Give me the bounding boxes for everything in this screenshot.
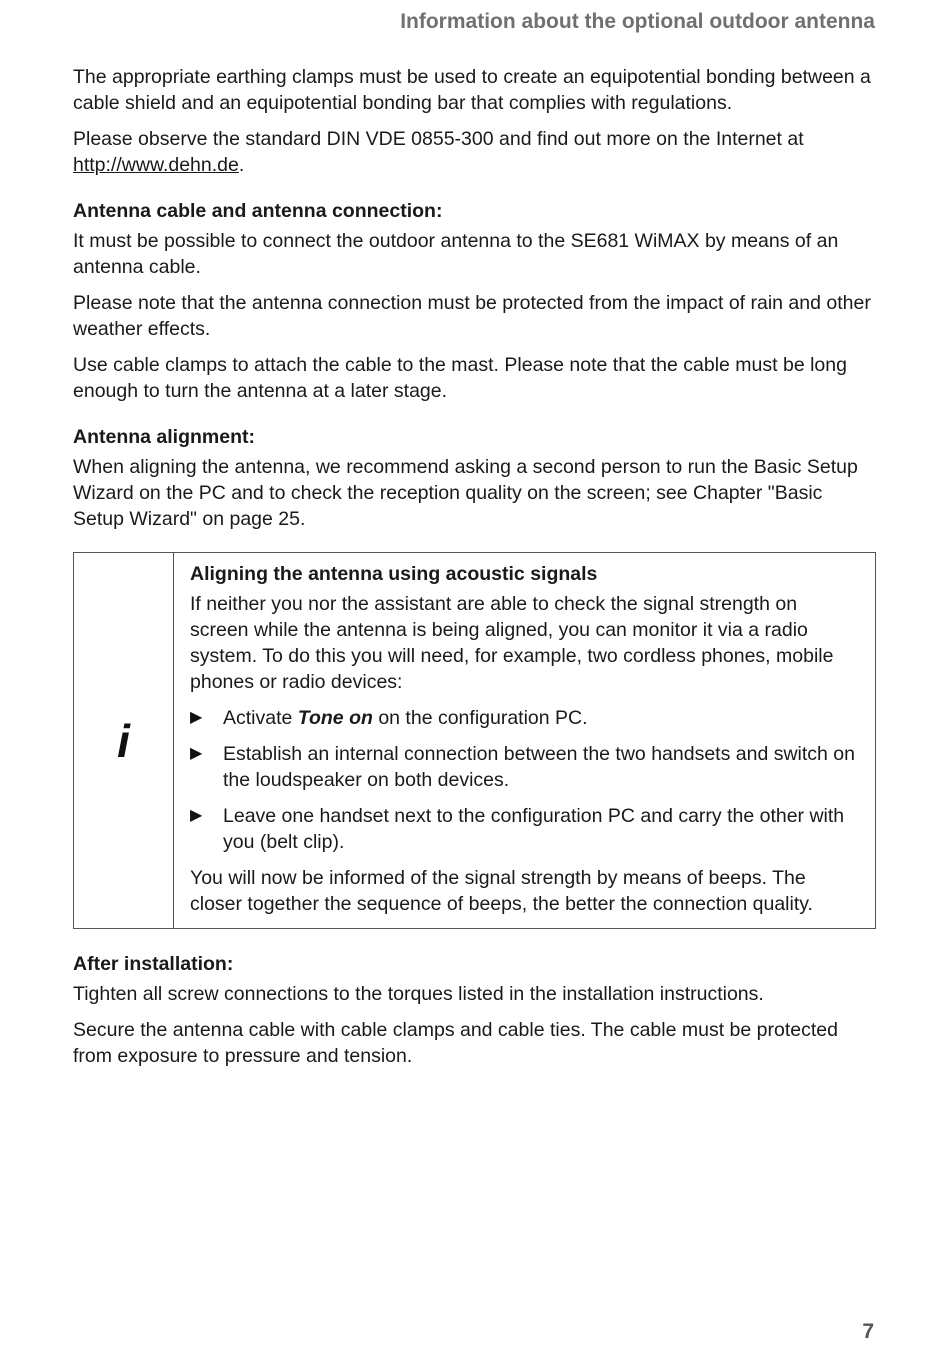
arrow-right-icon: ▶ bbox=[190, 709, 203, 726]
paragraph: Please note that the antenna connection must be protected from the impact of rain and other weather effects. bbox=[73, 292, 871, 340]
page-content bbox=[73, 64, 876, 1069]
paragraph: Secure the antenna cable with cable clamps and cable ties. The cable must be protected from exposure to pressure and tension. bbox=[73, 1019, 838, 1067]
note-intro: If neither you nor the assistant are able to check the signal strength on screen while the antenna is being aligned, you can monitor it via a radio system. To do this you will need, for example, two cordless phones, mobile phones or radio devices: bbox=[190, 593, 834, 693]
section-antenna-cable bbox=[73, 198, 876, 404]
list-item-text: Establish an internal connection between the two handsets and switch on the loudspeaker on both devices. bbox=[223, 743, 855, 791]
section-after-installation bbox=[73, 951, 876, 1069]
standard-paragraph bbox=[73, 126, 876, 178]
list-item-text-end: on the configuration PC. bbox=[372, 707, 588, 729]
list-item-text: Leave one handset next to the configuration PC and carry the other with you (belt clip). bbox=[223, 805, 845, 853]
paragraph: When aligning the antenna, we recommend asking a second person to run the Basic Setup Wizard on the PC and to check the reception quality on the screen; see Chapter "Basic Setup Wizard" on page 25. bbox=[73, 456, 858, 530]
section-heading: After installation: bbox=[73, 953, 234, 975]
section-heading: Antenna alignment: bbox=[73, 426, 256, 448]
paragraph: It must be possible to connect the outdoor antenna to the SE681 WiMAX by means of an antenna cable. bbox=[73, 230, 839, 278]
info-icon: i bbox=[74, 553, 174, 928]
list-item-text-start: Activate bbox=[223, 707, 298, 729]
tone-on-label: Tone on bbox=[297, 707, 373, 729]
section-antenna-alignment bbox=[73, 424, 876, 532]
running-header: Information about the optional outdoor antenna bbox=[400, 10, 875, 33]
note-outro: You will now be informed of the signal strength by means of beeps. The closer together the sequence of beeps, the better the connection quality. bbox=[190, 867, 813, 915]
standard-text-end: . bbox=[238, 154, 245, 176]
info-note-box bbox=[73, 552, 876, 929]
paragraph: Tighten all screw connections to the torques listed in the installation instructions. bbox=[73, 983, 764, 1005]
list-item bbox=[190, 705, 859, 731]
list-item-text bbox=[223, 705, 859, 731]
paragraph: Use cable clamps to attach the cable to the mast. Please note that the cable must be long enough to turn the antenna at a later stage. bbox=[73, 354, 847, 402]
intro-paragraph: The appropriate earthing clamps must be used to create an equipotential bonding between a cable shield and an equipotential bonding bar that complies with regulations. bbox=[73, 66, 871, 114]
arrow-right-icon: ▶ bbox=[190, 745, 203, 762]
list-item bbox=[190, 803, 859, 855]
dehn-link[interactable]: http://www.dehn.de bbox=[73, 154, 239, 176]
section-heading: Antenna cable and antenna connection: bbox=[73, 200, 443, 222]
list-item bbox=[190, 741, 859, 793]
arrow-right-icon: ▶ bbox=[190, 807, 203, 824]
note-heading: Aligning the antenna using acoustic signals bbox=[190, 563, 598, 585]
standard-text: Please observe the standard DIN VDE 0855-300 and find out more on the Internet at bbox=[73, 128, 804, 150]
page-number: 7 bbox=[862, 1320, 874, 1343]
info-note-body bbox=[174, 553, 875, 928]
